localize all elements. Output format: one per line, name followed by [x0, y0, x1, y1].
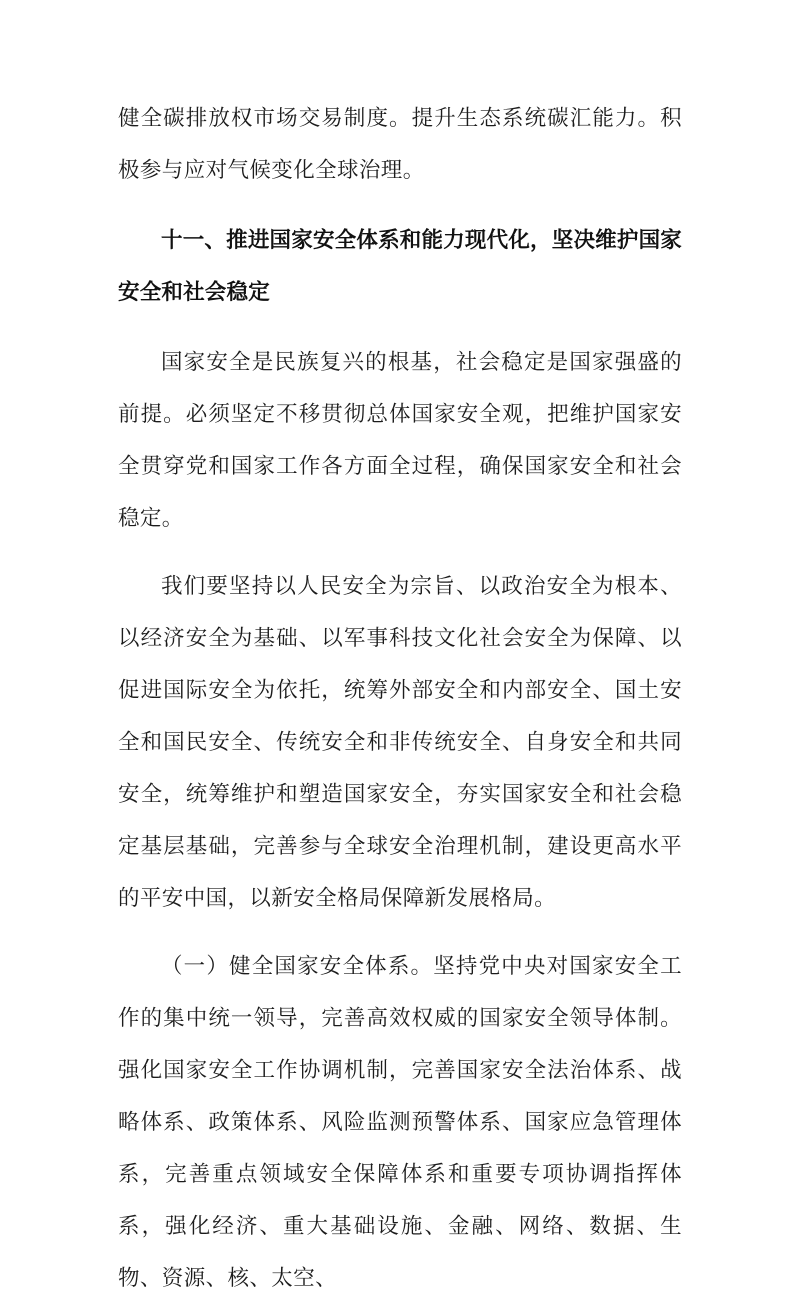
section-heading: 十一、推进国家安全体系和能力现代化，坚决维护国家安全和社会稳定 [118, 228, 682, 304]
document-body [118, 92, 682, 1304]
paragraph-continued: 健全碳排放权市场交易制度。提升生态系统碳汇能力。积极参与应对气候变化全球治理。 [118, 106, 682, 182]
paragraph-security-principles: 我们要坚持以人民安全为宗旨、以政治安全为根本、以经济安全为基础、以军事科技文化社会安全为保障、以促进国际安全为依托，统筹外部安全和内部安全、国土安全和国民安全、传统安全和非传统安全、自身安全和共同安全，统筹维护和塑造国家安全，夯实国家安全和社会稳定基层基础，完善参与全球安全治理机制，建设更高水平的平安中国，以新安全格局保障新发展格局。 [118, 574, 682, 910]
block-spacer [118, 924, 682, 940]
block-spacer [118, 544, 682, 560]
block-spacer [118, 196, 682, 214]
paragraph-item-one: （一）健全国家安全体系。坚持党中央对国家安全工作的集中统一领导，完善高效权威的国家安全领导体制。强化国家安全工作协调机制，完善国家安全法治体系、战略体系、政策体系、风险监测预警体系、国家应急管理体系，完善重点领域安全保障体系和重要专项协调指挥体系，强化经济、重大基础设施、金融、网络、数据、生物、资源、核、太空、 [118, 954, 682, 1290]
block-spacer [118, 318, 682, 336]
paragraph-national-security-foundation: 国家安全是民族复兴的根基，社会稳定是国家强盛的前提。必须坚定不移贯彻总体国家安全观，把维护国家安全贯穿党和国家工作各方面全过程，确保国家安全和社会稳定。 [118, 350, 682, 530]
